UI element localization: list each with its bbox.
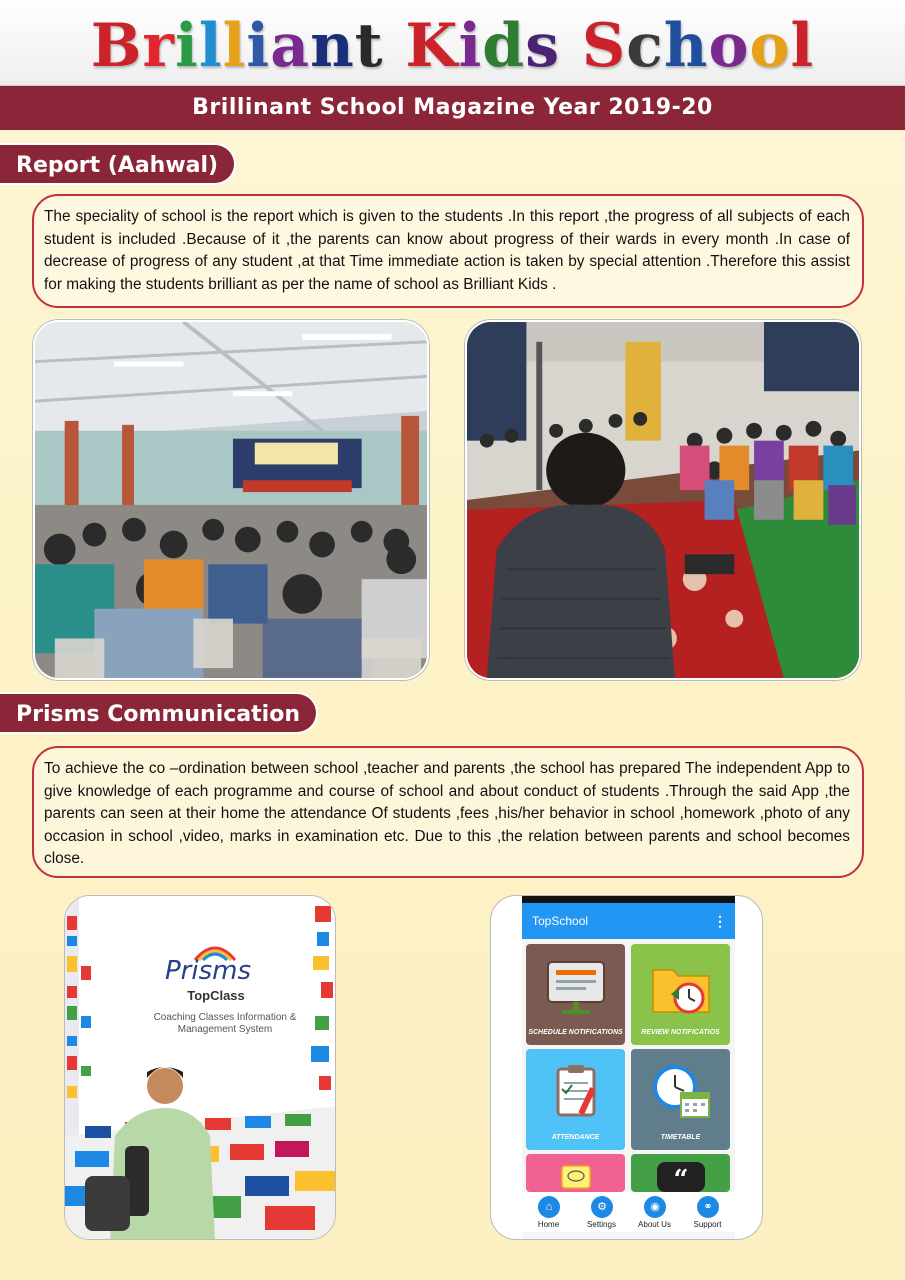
nav-settings[interactable] (575, 1192, 628, 1232)
nav-home[interactable] (522, 1192, 575, 1232)
title-letter: a (270, 11, 311, 81)
quote-icon (631, 1154, 730, 1192)
topclass-brochure-image (64, 895, 336, 1240)
title-letter: o (708, 11, 750, 81)
title-letter: K (405, 11, 459, 81)
title-letter: n (310, 11, 355, 81)
tile-feedback[interactable] (631, 1154, 730, 1192)
nav-label: Support (693, 1220, 722, 1229)
title-letter: h (663, 11, 709, 81)
report-heading: Report (Aahwal) (0, 143, 236, 185)
title-letter: i (175, 11, 199, 81)
brochure-graphic (65, 896, 336, 1240)
status-bar (522, 896, 735, 903)
brochure-description: Coaching Classes Information & Management System (153, 1012, 297, 1035)
tile-schedule-notifications[interactable] (526, 944, 625, 1045)
title-letter: r (142, 11, 176, 81)
title-letter: c (626, 11, 664, 81)
nav-label: Home (537, 1220, 560, 1229)
tile-label: SCHEDULE NOTIFICATIONS (528, 1029, 623, 1036)
title-letter: t (354, 11, 384, 81)
title-letter (560, 11, 582, 81)
tile-label: ATTENDANCE (551, 1134, 600, 1141)
chat-note-icon (526, 1154, 625, 1192)
school-title (0, 8, 905, 84)
svg-text:“: “ (673, 1165, 689, 1192)
prisms-heading: Prisms Communication (0, 692, 318, 734)
more-vert-icon[interactable]: ⋮ (713, 913, 727, 929)
gear-icon: ⚙ (591, 1196, 613, 1218)
app-bar (522, 903, 735, 939)
title-letter: l (198, 11, 223, 81)
auditorium-photo (33, 320, 429, 680)
tile-attendance[interactable] (526, 1049, 625, 1150)
title-letter: l (222, 11, 247, 81)
report-text: The speciality of school is the report which is given to the students .In this report ,the progress of all subjects of each student is included .Because of it ,the parents can know about progress of their wards in every month .In case of decrease of progress of any student ,at that Time immediate action is taken by special attention .Therefore this assist for making the students brilliant as per the name of school as Brilliant Kids . (32, 194, 864, 308)
app-title: TopSchool (532, 914, 589, 928)
title-letter: s (525, 11, 561, 81)
nav-support[interactable] (681, 1192, 734, 1232)
nav-label: Settings (587, 1220, 616, 1229)
app-screen (522, 896, 735, 1240)
title-letter: S (581, 11, 627, 81)
title-letter (383, 11, 405, 81)
tile-label: REVIEW NOTIFICATIOS (641, 1029, 720, 1036)
topschool-app-screenshot (490, 895, 763, 1240)
nav-label: About Us (638, 1220, 671, 1229)
globe-icon: ⚭ (697, 1196, 719, 1218)
tile-label: TIMETABLE (660, 1134, 701, 1141)
title-letter: d (482, 11, 526, 81)
prisms-logo: Prisms (165, 956, 252, 986)
bottom-navigation (522, 1192, 735, 1232)
parents-meeting-photo (465, 320, 861, 680)
title-letter: i (458, 11, 483, 81)
magazine-subtitle: Brillinant School Magazine Year 2019-20 (0, 86, 905, 130)
location-pin-icon: ◉ (644, 1196, 666, 1218)
tile-notes[interactable] (526, 1154, 625, 1192)
home-icon: ⌂ (538, 1196, 560, 1218)
nav-about-us[interactable] (628, 1192, 681, 1232)
prisms-text: To achieve the co –ordination between school ,teacher and parents ,the school has prepared The independent App to give knowledge of each programme and course of school and about conduct of students .Through the said App ,the parents can seen at their home the attendance Of students ,fees ,his/her behavior in school ,homework ,photo of any occasion in school ,video, marks in examination etc. Due to this ,the relation between parents and school becomes close. (32, 746, 864, 878)
tile-review-notifications[interactable] (631, 944, 730, 1045)
title-letter: B (90, 11, 143, 81)
title-letter: o (749, 11, 791, 81)
topclass-label: TopClass (187, 988, 245, 1003)
title-letter: i (246, 11, 271, 81)
tile-timetable[interactable] (631, 1049, 730, 1150)
title-letter: l (790, 11, 815, 81)
